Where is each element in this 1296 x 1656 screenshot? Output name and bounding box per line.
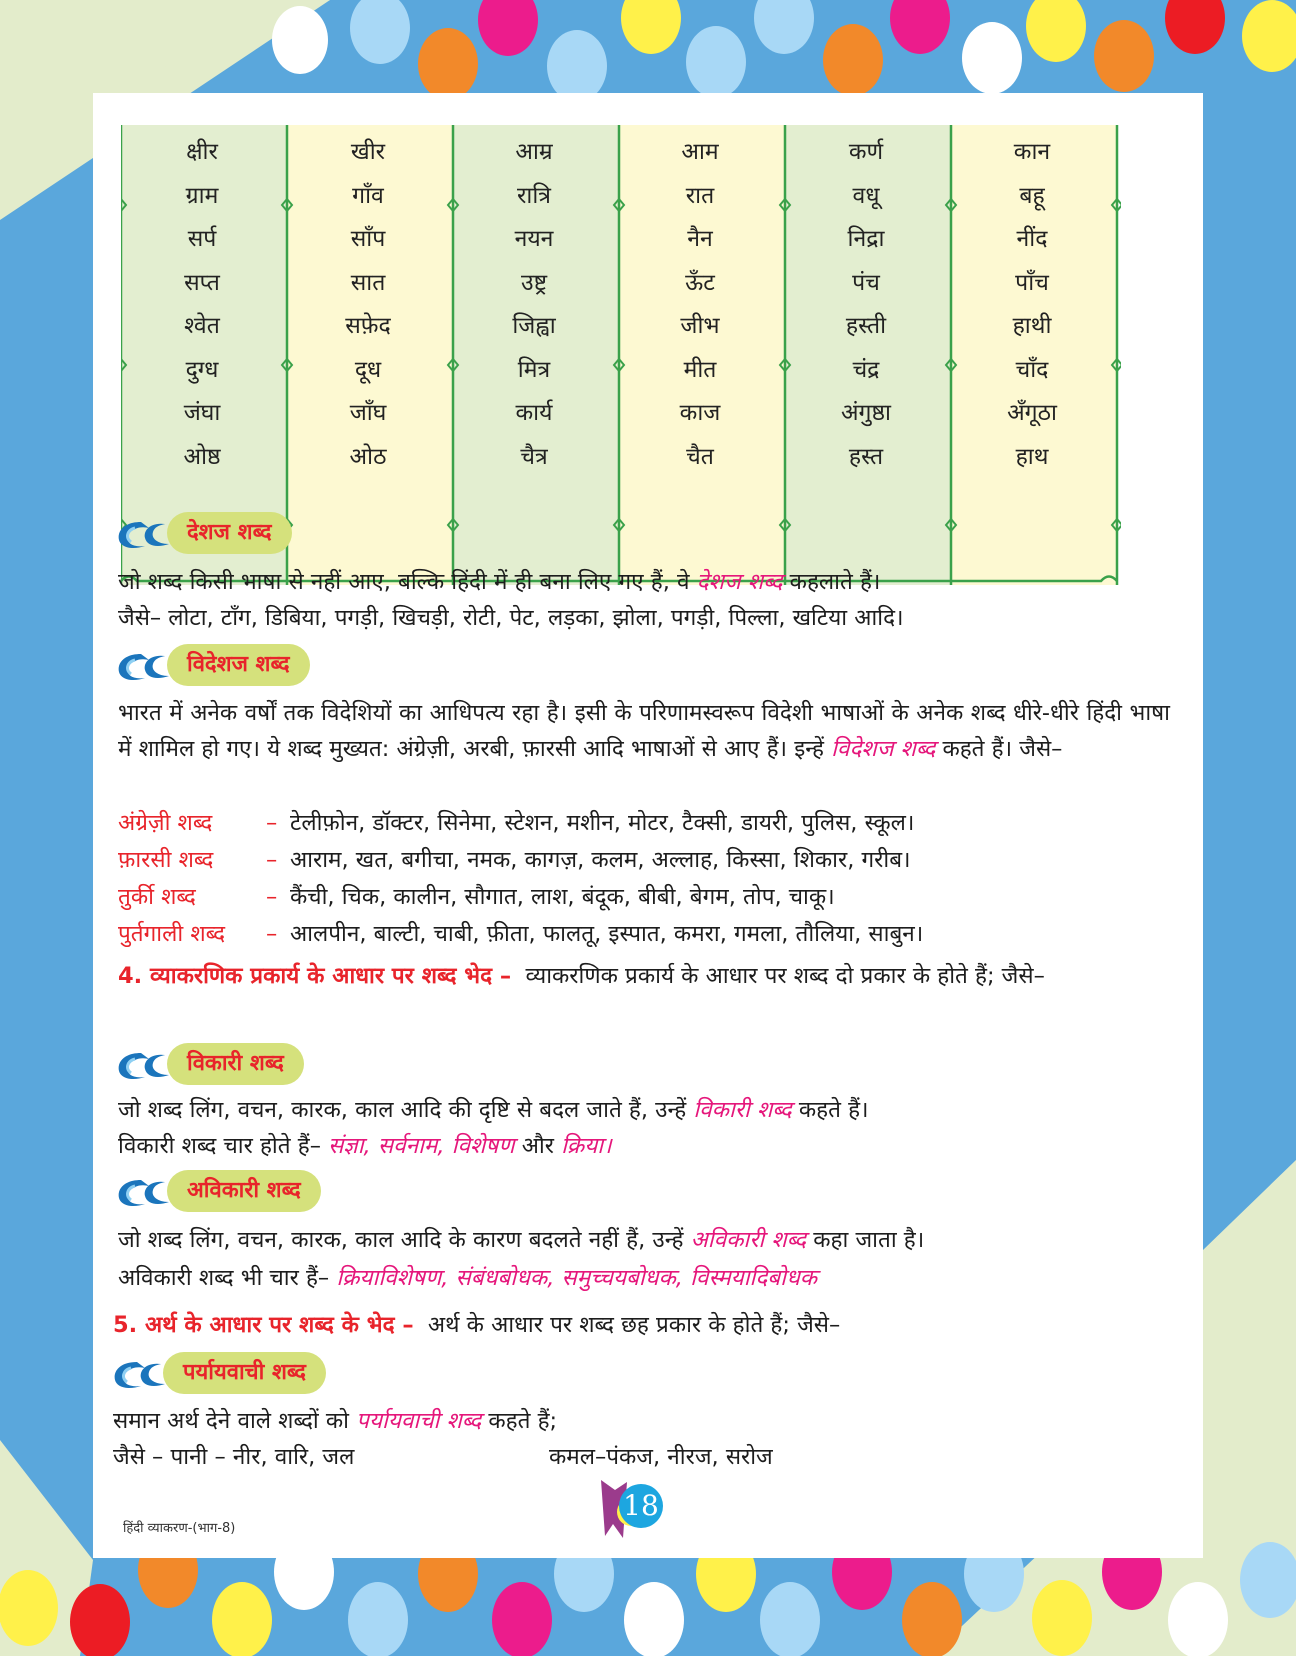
table-cell: काज (679, 400, 721, 426)
table-cell: आम्र (515, 139, 553, 165)
table-cell: जीभ (680, 313, 720, 339)
avikari-types: अविकारी शब्द भी चार हैं– क्रियाविशेषण, संबंधबोधक, समुच्चयबोधक, विस्मयादिबोधक (118, 1265, 818, 1291)
paryayvachi-example-1: जैसे – पानी – नीर, वारि, जल (113, 1444, 355, 1470)
word-list: आराम, खत, बगीचा, नमक, कागज़, कलम, अल्लाह, किस्सा, शिकार, गरीब। (290, 847, 911, 873)
table-cell: नींद (1016, 226, 1048, 252)
table-cell: कर्ण (848, 139, 884, 165)
foreign-word-row (118, 879, 835, 915)
table-cell: चाँद (1015, 356, 1049, 383)
table-cell: ग्राम (185, 182, 219, 209)
language-label: पुर्तगाली शब्द (118, 921, 226, 947)
table-cell: कान (1013, 139, 1051, 165)
table-cell: पंच (852, 269, 880, 296)
table-column (783, 131, 949, 479)
table-cell: नयन (514, 226, 554, 252)
table-cell: मीत (683, 356, 717, 383)
section-4: 4. व्याकरणिक प्रकार्य के आधार पर शब्द भेद – व्याकरणिक प्रकार्य के आधार पर शब्द दो प्रकार के होते हैं; जैसे– (118, 963, 1045, 989)
table-cell: खीर (350, 139, 386, 165)
language-label: अंग्रेज़ी शब्द (118, 810, 213, 836)
table-cell: अँगूठा (1007, 400, 1057, 426)
foreign-word-row (118, 805, 914, 841)
table-column (285, 131, 451, 479)
table-cell: साँप (350, 226, 386, 252)
swirl-icon (115, 518, 171, 552)
table-cell: ऊँट (685, 269, 715, 296)
vikari-definition: जो शब्द लिंग, वचन, कारक, काल आदि की दृष्टि से बदल जाते हैं, उन्हें विकारी शब्द कहते हैं। (118, 1097, 869, 1123)
word-list: कैंची, चिक, कालीन, सौगात, लाश, बंदूक, बीबी, बेगम, तोप, चाकू। (290, 884, 835, 910)
dash: – (266, 847, 278, 873)
paryayvachi-example-2: कमल–पंकज, नीरज, सरोज (549, 1444, 773, 1470)
table-cell: हस्त (848, 443, 884, 470)
table-cell: क्षीर (186, 139, 218, 165)
table-cell: पाँच (1015, 269, 1049, 296)
table-cell: ओष्ठ (183, 443, 221, 470)
table-cell: दूध (354, 356, 382, 383)
swirl-icon (111, 1358, 167, 1392)
table-cell: जंघा (183, 400, 221, 426)
swirl-icon (115, 1176, 171, 1210)
deshaj-examples: जैसे– लोटा, टाँग, डिबिया, पगड़ी, खिचड़ी, रोटी, पेट, लड़का, झोला, पगड़ी, पिल्ला, खटिया आदि। (118, 605, 904, 631)
foreign-word-row (118, 842, 911, 878)
language-label: तुर्की शब्द (118, 884, 196, 910)
table-cell: जिह्वा (512, 313, 556, 339)
table-cell: गाँव (352, 182, 384, 209)
table-cell: श्वेत (184, 313, 220, 339)
dash: – (266, 810, 278, 836)
page-number: 18 (623, 1489, 659, 1522)
table-column (451, 131, 617, 479)
table-column (617, 131, 783, 479)
table-cell: हाथ (1015, 443, 1049, 470)
table-cell: सात (350, 269, 386, 296)
table-cell: अंगुष्ठा (840, 400, 892, 426)
table-cell: मित्र (517, 356, 551, 383)
table-cell: चैत (686, 443, 714, 470)
table-cell: उष्ट्र (520, 269, 548, 296)
table-cell: दुग्ध (185, 356, 219, 383)
section-5: 5. अर्थ के आधार पर शब्द के भेद – अर्थ के आधार पर शब्द छह प्रकार के होते हैं; जैसे– (113, 1312, 841, 1338)
swirl-icon (115, 1049, 171, 1083)
dash: – (266, 884, 278, 910)
word-list: आलपीन, बाल्टी, चाबी, फ़ीता, फालतू, इस्पात, कमरा, गमला, तौलिया, साबुन। (290, 921, 924, 947)
table-cell: सर्प (187, 226, 217, 252)
paryayvachi-definition: समान अर्थ देने वाले शब्दों को पर्यायवाची शब्द कहते हैं; (113, 1408, 558, 1434)
table-cell: जाँघ (349, 400, 387, 426)
table-cell: ओठ (349, 443, 387, 470)
table-cell: आम (681, 139, 719, 165)
table-cell: नैन (687, 226, 713, 252)
dash: – (266, 921, 278, 947)
language-label: फ़ारसी शब्द (118, 847, 214, 873)
table-cell: सफ़ेद (345, 313, 391, 339)
book-title-footer: हिंदी व्याकरण-(भाग-8) (123, 1521, 236, 1536)
book-page: क्षीर ग्राम सर्प सप्त श्वेत दुग्ध जंघा ओष्ठ खीर गाँव साँप सात सफ़ेद दूध जाँघ ओठ आम्र रात्रि नयन उष्ट्र जिह्वा मित्र कार्य चैत्र आम रात नैन ऊँट जीभ मीत काज चैत कर्ण वधू निद्रा पंच हस्ती चंद्र अंगुष्ठा हस्त कान बहू नींद पाँच हाथी चाँद अँगूठा हाथ देशज शब्द जो शब्द किसी भाषा से नहीं आए, बल्कि हिंदी में ही बना लिए गए हैं, वे देशज शब्द कहलाते हैं। जैसे– लोटा, टाँग, डिबिया, पगड़ी, खिचड़ी, रोटी, पेट, लड़का, झोला, पगड़ी, पिल्ला, खटिया आदि। विदेशज शब्द भारत में अनेक वर्षों तक विदेशियों का आधिपत्य रहा है। इसी के परिणामस्वरूप विदेशी भाषाओं के अनेक शब्द धीरे-धीरे हिंदी भाषा में शामिल हो गए। ये शब्द मुख्यत: अंग्रेज़ी, अरबी, फ़ारसी आदि भाषाओं से आए हैं। इन्हें विदेशज शब्द कहते हैं। जैसे– अंग्रेज़ी शब्द – टेलीफ़ोन, डॉक्टर, सिनेमा, स्टेशन, मशीन, मोटर, टैक्सी, डायरी, पुलिस, स्कूल। फ़ारसी शब्द – आराम, खत, बगीचा, नमक, कागज़, कलम, अल्लाह, किस्सा, शिकार, गरीब। तुर्की शब्द – कैंची, चिक, कालीन, सौगात, लाश, बंदूक, बीबी, बेगम, तोप, चाकू। पुर्तगाली शब्द – आलपीन, बाल्टी, चाबी, फ़ीता, फालतू, इस्पात, कमरा, गमला, तौलिया, साबुन। 4. व्याकरणिक प्रकार्य के आधार पर शब्द भेद – व्याकरणिक प्रकार्य के आधार पर शब्द दो प्रकार के होते हैं; जैसे– विकारी शब्द जो शब्द लिंग, वचन, कारक, काल आदि की दृष्टि से बदल जाते हैं, उन्हें विकारी शब्द कहते हैं। विकारी शब्द चार होते हैं– संज्ञा, सर्वनाम, विशेषण और क्रिया। अविकारी शब्द जो शब्द लिंग, वचन, कारक, काल आदि के कारण बदलते नहीं हैं, उन्हें अविकारी शब्द कहा जाता है। अविकारी शब्द भी चार हैं– क्रियाविशेषण, संबंधबोधक, समुच्चयबोधक, विस्मयादिबोधक 5. अर्थ के आधार पर शब्द के भेद – अर्थ के आधार पर शब्द छह प्रकार के होते हैं; जैसे– पर्यायवाची शब्द समान अर्थ देने वाले शब्दों को पर्यायवाची शब्द कहते हैं; जैसे – पानी – नीर, वारि, जल कमल–पंकज, नीरज, सरोज हिंदी व्याकरण-(भाग-8) 18 (93, 93, 1203, 1558)
videshaj-definition: भारत में अनेक वर्षों तक विदेशियों का आधिपत्य रहा है। इसी के परिणामस्वरूप विदेशी भाषाओं के अनेक शब्द धीरे-धीरे हिंदी भाषा में शामिल हो गए। ये शब्द मुख्यत: अंग्रेज़ी, अरबी, फ़ारसी आदि भाषाओं से आए हैं। इन्हें विदेशज शब्द कहते हैं। जैसे– (118, 700, 1170, 762)
table-column (949, 131, 1115, 479)
table-cell: रात (685, 182, 715, 209)
table-cell: चंद्र (852, 356, 880, 383)
swirl-icon (115, 650, 171, 684)
deshaj-definition: जो शब्द किसी भाषा से नहीं आए, बल्कि हिंदी में ही बना लिए गए हैं, वे देशज शब्द कहलाते हैं। (118, 569, 881, 595)
table-cell: हस्ती (845, 313, 887, 339)
table-cell: चैत्र (520, 443, 548, 470)
word-list: टेलीफ़ोन, डॉक्टर, सिनेमा, स्टेशन, मशीन, मोटर, टैक्सी, डायरी, पुलिस, स्कूल। (290, 810, 915, 836)
table-cell: हाथी (1012, 313, 1052, 339)
foreign-word-row (118, 916, 923, 952)
avikari-definition: जो शब्द लिंग, वचन, कारक, काल आदि के कारण बदलते नहीं हैं, उन्हें अविकारी शब्द कहा जाता है। (118, 1227, 925, 1253)
table-cell: वधू (852, 182, 880, 209)
table-cell: बहू (1019, 182, 1045, 209)
page-number-badge (601, 1476, 665, 1540)
table-column (119, 131, 285, 479)
table-cell: सप्त (184, 269, 220, 296)
vikari-types: विकारी शब्द चार होते हैं– संज्ञा, सर्वनाम, विशेषण और क्रिया। (118, 1133, 612, 1159)
table-cell: रात्रि (516, 182, 552, 209)
table-cell: कार्य (515, 400, 553, 426)
table-cell: निद्रा (847, 226, 885, 252)
